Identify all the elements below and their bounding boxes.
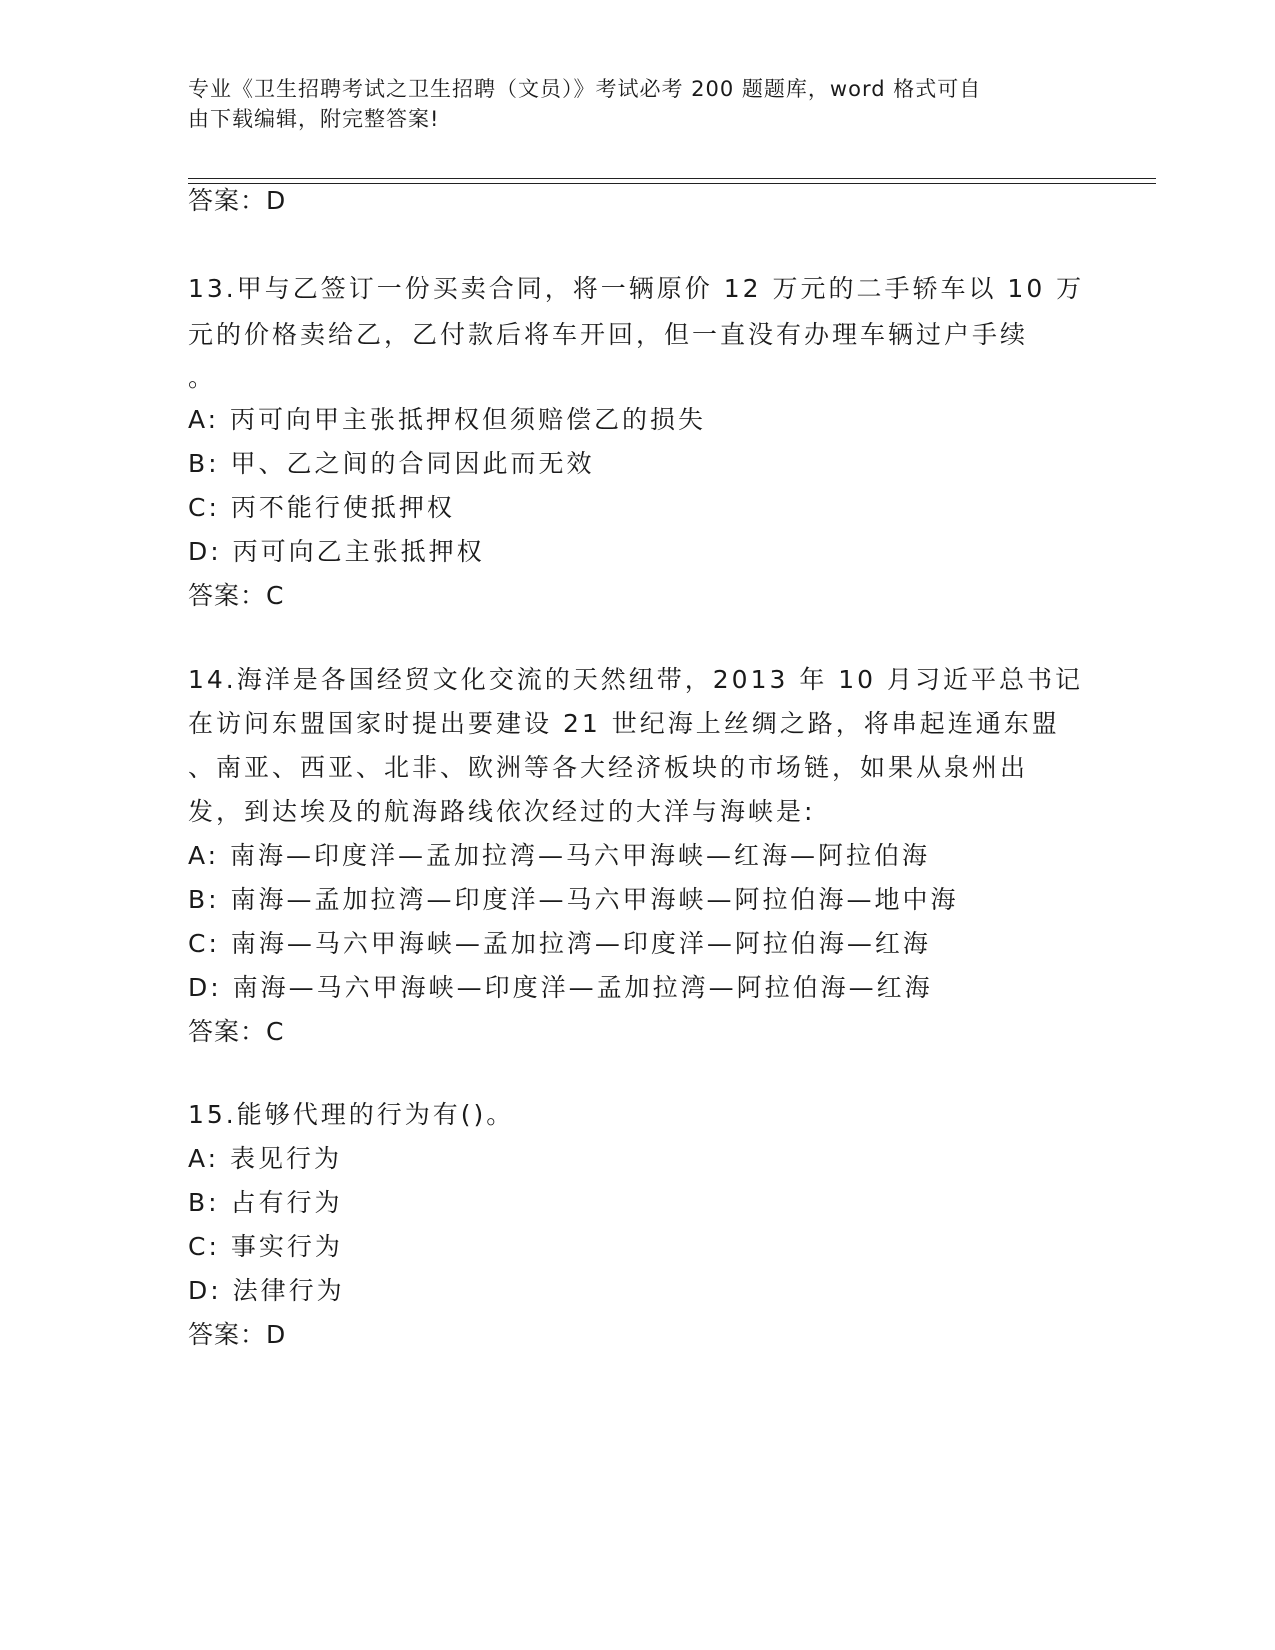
- answer-line: 答案：D: [188, 186, 287, 215]
- question-text-line: 14.海洋是各国经贸文化交流的天然纽带，2013 年 10 月习近平总书记: [188, 665, 1084, 694]
- question-text-line: 。: [188, 363, 217, 392]
- option-b: B: 南海—孟加拉湾—印度洋—马六甲海峡—阿拉伯海—地中海: [188, 885, 959, 914]
- option-a: A: 丙可向甲主张抵押权但须赔偿乙的损失: [188, 405, 707, 434]
- option-c: C: 丙不能行使抵押权: [188, 493, 455, 522]
- option-d: D: 丙可向乙主张抵押权: [188, 537, 485, 566]
- question-15: [188, 1093, 1088, 1357]
- question-text-line: 在访问东盟国家时提出要建设 21 世纪海上丝绸之路，将串起连通东盟: [188, 709, 1060, 738]
- question-text-line: 15.能够代理的行为有()。: [188, 1100, 515, 1129]
- question-14: [188, 658, 1088, 1054]
- option-d: D: 南海—马六甲海峡—印度洋—孟加拉湾—阿拉伯海—红海: [188, 973, 933, 1002]
- question-text-line: 元的价格卖给乙，乙付款后将车开回，但一直没有办理车辆过户手续: [188, 320, 1029, 349]
- question-text-line: 、南亚、西亚、北非、欧洲等各大经济板块的市场链，如果从泉州出: [188, 753, 1029, 782]
- question-13: [188, 266, 1088, 618]
- answer-line: 答案：D: [188, 1320, 287, 1349]
- header-line-1: 专业《卫生招聘考试之卫生招聘（文员）》考试必考 200 题题库，word 格式可自: [188, 77, 982, 101]
- option-d: D: 法律行为: [188, 1276, 345, 1305]
- answer-line: 答案：C: [188, 581, 285, 610]
- option-c: C: 南海—马六甲海峡—孟加拉湾—印度洋—阿拉伯海—红海: [188, 929, 931, 958]
- answer-line: 答案：C: [188, 1017, 285, 1046]
- header-line-2: 由下载编辑，附完整答案!: [188, 107, 440, 131]
- option-a: A: 表见行为: [188, 1144, 343, 1173]
- option-a: A: 南海—印度洋—孟加拉湾—马六甲海峡—红海—阿拉伯海: [188, 841, 931, 870]
- option-b: B: 占有行为: [188, 1188, 343, 1217]
- previous-answer-block: [188, 178, 1088, 224]
- page-header: [188, 74, 1078, 134]
- option-c: C: 事实行为: [188, 1232, 343, 1261]
- question-text-line: 发，到达埃及的航海路线依次经过的大洋与海峡是:: [188, 797, 816, 826]
- question-text-line: 13.甲与乙签订一份买卖合同，将一辆原价 12 万元的二手轿车以 10 万: [188, 274, 1085, 303]
- option-b: B: 甲、乙之间的合同因此而无效: [188, 449, 595, 478]
